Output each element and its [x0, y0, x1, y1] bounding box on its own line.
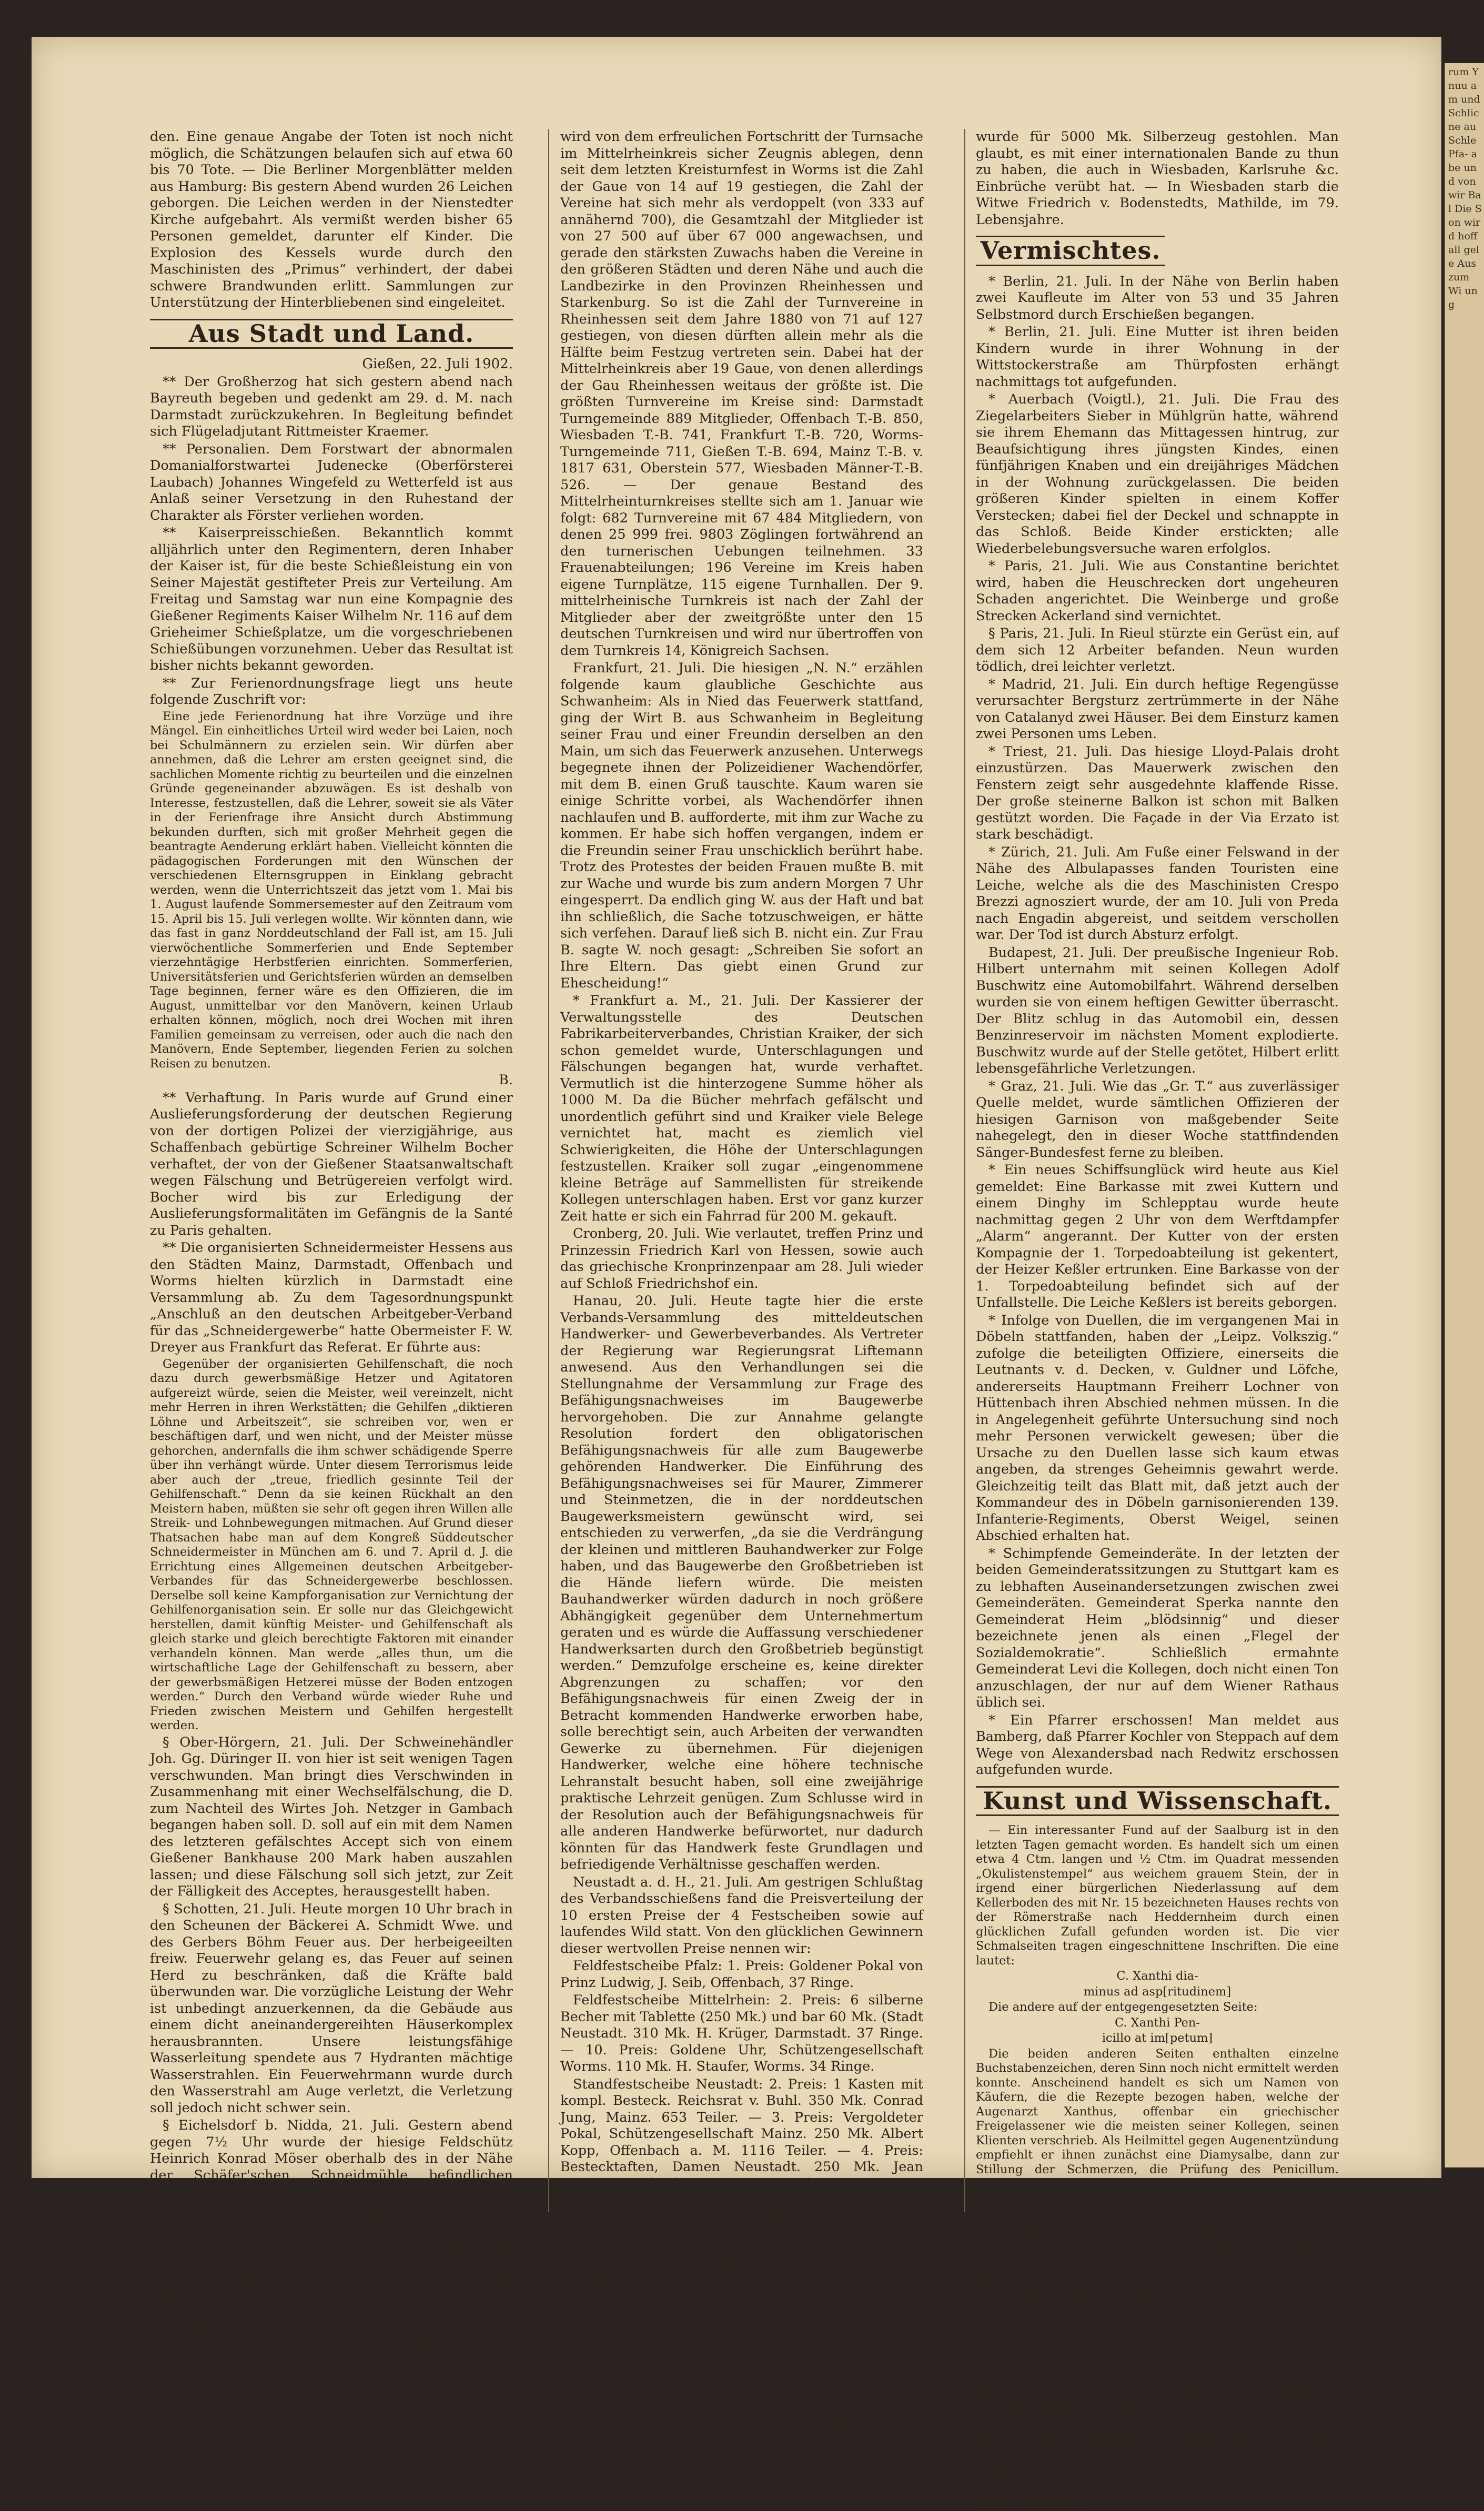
paragraph: ** Personalien. Dem Forstwart der abnormalen Domanialforstwartei Judenecke (Oberförsterei Laubach) Johannes Wingefeld zu Wetterfeld ist aus Anlaß seiner Versetzung in den Ruhestand der Charakter als Förster verliehen worden. [150, 441, 513, 523]
paragraph: * Paris, 21. Juli. Wie aus Constantine berichtet wird, haben die Heuschrecken dort ungeheuren Schaden angerichtet. Die Weinberge und große Strecken Ackerland sind vernichtet. [976, 558, 1339, 624]
paragraph: Jagd-Scheibe (Laufendes Wild): 6. Preis: Etui mit 12 Eßlöffel und Vorlegelöffel. Pfälz. Schützenbund. 110 Mk. Friedrich Perelet, Offenbach. 30 Ringe. — 10. Preis: Silbernes Kaffeeservice, Schützengesellschaft Gießen 70 Mk. Fehr. v. Diemer, Darmstadt. 30 Ringe. [560, 2294, 923, 2393]
paragraph: * Infolge von Duellen, die im vergangenen Mai in Döbeln stattfanden, haben der „Leipz. Volkszig.“ zufolge die beteiligten Offiziere, einerseits die Leutnants v. d. Decken, v. Guldner und Löfche, andererseits Hauptmann Freiherr Lochner von Hüttenbach ihren Abschied nehmen müssen. In die in Angelegenheit geführte Untersuchung sind noch mehr Personen verwickelt gewesen; über die Ursache zu den Duellen lasse sich kaum etwas angeben, da strenges Geheimnis gewahrt werde. Gleichzeitig teilt das Blatt mit, daß jetzt auch der Kommandeur des in Döbeln garnisonierenden 139. Infanterie-Regiments, Oberst Weigel, seinen Abschied erhalten hat. [976, 1312, 1339, 1544]
paragraph: ** Die organisierten Schneidermeister Hessens aus den Städten Mainz, Darmstadt, Offenbach und Worms hielten kürzlich in Darmstadt eine Versammlung ab. Zu dem Tagesordnungspunkt „Anschluß an den deutschen Arbeitgeber-Verband für das „Schneidergewerbe“ hatte Obermeister F. W. Dreyer aus Frankfurt das Referat. Er führte aus: [150, 1240, 513, 1355]
paragraph: Neustadt a. d. H., 21. Juli. Am gestrigen Schlußtag des Verbandsschießens fand die Preisverteilung der 10 ersten Preise der 4 Festscheiben sowie auf laufendes Wild statt. Von den glücklichen Gewinnern dieser wertvollen Preise nennen wir: [560, 1874, 923, 1957]
section-heading-vermischtes: Vermischtes. [976, 236, 1165, 266]
paragraph: Standfestscheibe Neustadt: 2. Preis: 1 Kasten mit kompl. Besteck. Reichsrat v. Buhl. 350 Mk. Conrad Jung, Mainz. 653 Teiler. — 3. Preis: Vergoldeter Pokal, Schützengesellschaft Mainz. 250 Mk. Albert Kopp, Offenbach a. M. 1116 Teiler. — 4. Preis: Bestecktaften, Damen Neustadt. 250 Mk. Jean Sauer, Offenbach a. M. 1282 Teiler. — 5. Preis: Kasten mit silb. Besteck, Schützengesellschaft Landau. 250 Mk. Gustav Bogt, Butzbach. 1322 Teiler. [560, 2076, 923, 2241]
paragraph: § Eichelsdorf b. Nidda, 21. Juli. Gestern abend gegen 7½ Uhr wurde der hiesige Feldschütz Heinrich Konrad Möser oberhalb des in der Nähe der Schäfer'schen Schneidmühle befindlichen Wehres tot in der Nidda liegend aufgefunden. Etwa eine halbe Stunde vorher war Möser noch von einem hiesigen Einwohner gesehen worden, wie er in ziemlich angetrunkenem Zustande einen der Nidda entlang führenden Fußweg ging. Zweifellos ist Möser infolge seiner Trunkenheit vom Wege abgekommen und in das Wasser gefallen, aus dem er sich nicht mehr herausheIfen konnte. [150, 2117, 513, 2316]
paragraph: Hanau, 20. Juli. Heute tagte hier die erste Verbands-Versammlung des mitteldeutschen Handwerker- und Gewerbeverbandes. Als Vertreter der Regierung war Regierungsrat Liftemann anwesend. Aus den Verhandlungen sei die Stellungnahme der Versammlung zur Frage des Befähigungsnachweises im Baugewerbe hervorgehoben. Die zur Annahme gelangte Resolution fordert den obligatorischen Befähigungsnachweis für alle zum Baugewerbe gehörenden Handwerker. Die Einführung des Befähigungsnachweises sei für Maurer, Zimmerer und Steinmetzen, die in der norddeutschen Baugewerksmeistern gewünscht wird, sei entschieden zu verwerfen, „da sie die Verdrängung der kleinen und mittleren Bauhandwerker zur Folge haben, und das Baugewerbe den Großbetrieben ist die Hände liefern würde. Die meisten Bauhandwerker würden dadurch in noch größere Abhängigkeit gegenüber dem Unternehmertum geraten und es würde die Auffassung verschiedener Handwerksarten durch den Großbetrieb begünstigt werden.“ Demzufolge erscheine es, keine direkter Abgrenzungen zu schaffen; vor den Befähigungsnachweis für einen Zweig der in Betracht kommenden Handwerke erworben habe, solle berechtigt sein, auch Arbeiten der verwandten Gewerke zu übernehmen. Für diejenigen Handwerker, welche eine höhere technische Lehranstalt besucht haben, soll eine zweijährige praktische Lehrzeit genügen. Zum Schlusse wird in der Resolution auch der Befähigungsnachweis für alle anderen Handwerke befürwortet, nur dadurch könnten für das Handwerk feste Grundlagen und befriedigende Verhältnisse geschaffen werden. [560, 1293, 923, 1872]
paragraph: § Worms, 21. Juli. Das Mittelrheinische Kreisturnfest, vor allem der große Festzug am 3. August, [150, 2317, 513, 2366]
paragraph: ** Zur Ferienordnungsfrage liegt uns heute folgende Zuschrift vor: [150, 675, 513, 708]
paragraph: § Schotten, 21. Juli. Heute morgen 10 Uhr brach in den Scheunen der Bäckerei A. Schmidt Wwe. und des Gerbers Böhm Feuer aus. Der herbeigeeilten freiw. Feuerwehr gelang es, das Feuer auf seinen Herd zu beschränken, daß die Kräfte bald überwunden war. Die vorzügliche Leistung der Wehr ist unbedingt anzuerkennen, da die Gebäude aus einem dicht aneinandergereihten Häuserkomplex herausbrannten. Unsere leistungsfähige Wasserleitung spendete aus 7 Hydranten mächtige Wasserstrahlen. Ein Feuerwehrmann wurde durch den Wasserstrahl am Auge verletzt, die Verletzung soll jedoch nicht schwer sein. [150, 1901, 513, 2116]
adjacent-page-edge [1444, 63, 1484, 2167]
inscription-line: C. Xanthi dia- [1116, 1969, 1198, 1983]
paragraph: wurde für 5000 Mk. Silberzeug gestohlen. Man glaubt, es mit einer internationalen Bande zu thun zu haben, die auch in Wiesbaden, Karlsruhe &c. Einbrüche verübt hat. — In Wiesbaden starb die Witwe Friedrich v. Bodenstedts, Mathilde, im 79. Lebensjahre. [976, 129, 1339, 228]
paragraph: Die beiden anderen Seiten enthalten einzelne Buchstabenzeichen, deren Sinn noch nicht ermittelt werden konnte. Anscheinend handelt es sich um Namen von Käufern, die die Rezepte bezogen haben, welche der Augenarzt Xanthus, offenbar ein griechischer Freigelassener wie die meisten seiner Kollegen, seinen Klienten verschrieb. Als Heilmittel gegen Augenentzündung empfiehlt er ihnen zunächst eine Diamysalbe, dann zur Stillung der Schmerzen, die Prüfung des Penicillum. Ersteres sowie das Penicillum waren im Altertum sehr beliebt. Jedoch sind die Gelehrten auseinander. Während die eine darin eine Vorschrift zur Anwendung eines Schwammes zu sehen glauben, handelt es sich nach anderer Meinung um einen Pinsel. Diese Ansicht vertritt unter anderen der Franzose Espérandieu, der sämtliche bisher bekannte Okulistenstempel (225) in einem großen Werke behandelt hat, nachdem früher bereits der Heilmittel verschieden. Professor Grotefend in Hannover sich mit der Sache beschäftigt hatte. Bei dieser Gelegenheit sei daran erinnert, daß vor Jahren unweit der jetzigen Fundstätte bereits ein Rezepttiegel des Augenarztes Severus gefunden worden ist. Das Sanitätswesen im römischen Heer thatsächlich thätig waren, ist zu gegebener Zeit besprochen worden. Der neue Fund ist zur Zeit im Saalburgmuseum des Kurhauses zu Homburg mit den entsprechenden Siegelabdrücken zu sehen. — Bei der Saalburg ist man gegenwärtig mit umfangreichen Ausgrabungen beschäftigt, welche die bürgerliche Niederlassung „mit ihren Einrichtungen und der in der üblichen Weise wieder aufgebaut werden, andererseits die porta principalis freizulegen, wobei interessante Reste des alten Kastells mit einem Kasematten [976, 2046, 1339, 2509]
paragraph: den. Eine genaue Angabe der Toten ist noch nicht möglich, die Schätzungen belaufen sich auf etwa 60 bis 70 Tote. — Die Berliner Morgenblätter melden aus Hamburg: Bis gestern Abend wurden 26 Leichen geborgen. Die Leichen werden in der Nienstedter Kirche aufgebahrt. Als vermißt werden bisher 65 Personen gemeldet, darunter elf Kinder. Die Explosion des Kessels wurde durch den Maschinisten des „Primus“ verhindert, der dabei schwere Brandwunden erlitt. Sammlungen zur Unterstützung der Hinterbliebenen sind eingeleitet. [150, 129, 513, 310]
paragraph: Budapest, 21. Juli. Der preußische Ingenieur Rob. Hilbert unternahm mit seinen Kollegen Adolf Buschwitz eine Automobilfahrt. Während derselben wurden sie von einem heftigen Gewitter überrascht. Der Blitz schlug in das Automobil ein, dessen Benzinreservoir im nächsten Moment explodierte. Buschwitz wurde auf der Stelle getötet, Hilbert erlitt lebensgefährliche Verletzungen. [976, 944, 1339, 1076]
paragraph: * Berlin, 21. Juli. In der Nähe von Berlin haben zwei Kaufleute im Alter von 53 und 35 Jahren Selbstmord durch Erschießen begangen. [976, 273, 1339, 322]
paragraph: ** Verhaftung. In Paris wurde auf Grund einer Auslieferungsforderung der deutschen Regierung von der dortigen Polizei der vierzigjährige, aus Schaffenbach gebürtige Schreiner Wilhelm Bocher verhaftet, der von der Gießener Staatsanwaltschaft wegen Fälschung und Betrügereien verfolgt wird. Bocher wird bis zur Erledigung der Auslieferungsformalitäten im Gefängnis de la Santé zu Paris gehalten. [150, 1090, 513, 1238]
paragraph: Standfestscheibe Heidelberg: 1. Preis: Silberner Humpen von dem Großherzog von Baden und bar 200 Mk. Aug. Groh, Mainz. 434 Teiler. [560, 2243, 923, 2292]
paragraph: § Ober-Hörgern, 21. Juli. Der Schweinehändler Joh. Gg. Düringer II. von hier ist seit wenigen Tagen verschwunden. Man bringt dies Verschwinden in Zusammenhang mit einer Wechselfälschung, die D. zum Nachteil des Wirtes Joh. Netzger in Gambach begangen haben soll. D. soll auf ein mit dem Namen des letzteren gefälschtes Accept sich von einem Gießener Bankhause 200 Mark haben auszahlen lassen; und diese Fälschung soll sich jetzt, zur Zeit der Fälligkeit des Acceptes, herausgestellt haben. [150, 1734, 513, 1899]
paragraph: ** Kaiserpreisschießen. Bekanntlich kommt alljährlich unter den Regimentern, deren Inhaber der Kaiser ist, für die beste Schießleistung ein von Seiner Majestät gestifteter Preis zur Verteilung. Am Freitag und Samstag war nun eine Kompagnie des Gießener Regiments Kaiser Wilhelm Nr. 116 auf dem Grieheimer Schießplatze, um die vorgeschriebenen Schießübungen vorzunehmen. Ueber das Resultat ist bisher nichts bekannt geworden. [150, 525, 513, 673]
paragraph: Cronberg, 20. Juli. Wie verlautet, treffen Prinz und Prinzessin Friedrich Karl von Hessen, sowie auch das griechische Kronprinzenpaar am 28. Juli wieder auf Schloß Friedrichshof ein. [560, 1226, 923, 1292]
dateline: Gießen, 22. Juli 1902. [362, 356, 513, 372]
column-rule [548, 129, 549, 2212]
section-heading-aus-stadt-und-land: Aus Stadt und Land. [150, 319, 513, 349]
paragraph: ** Aus Mitteilungen aus Hessen und den Nachbarstaaten. In Mainz sind am Sonntag Nachmittag vier schwere Einbrüche verübt worden. Bei einem [560, 2394, 923, 2460]
paragraph: Die andere auf der entgegengesetzten Seite: [988, 2000, 1258, 2014]
column-3 [976, 129, 1339, 2511]
paragraph: * Auerbach (Voigtl.), 21. Juli. Die Frau des Ziegelarbeiters Sieber in Mühlgrün hatte, während sie ihrem Ehemann das Mittagessen hintrug, zur Beaufsichtigung ihres jüngsten Kindes, einen fünfjährigen Knaben und ein dreijähriges Mädchen in der Wohnung zurückgelassen. Die beiden größeren Kinder spielten in einem Koffer Verstecken; dabei fiel der Deckel und schnappte in das Schloß. Beide Kinder erstickten; alle Wiederbelebungsversuche waren erfolglos. [976, 391, 1339, 557]
letter-text: Eine jede Ferienordnung hat ihre Vorzüge und ihre Mängel. Ein einheitliches Urteil wird weder bei Laien, noch bei Schulmännern zu erzielen sein. Wir dürfen aber annehmen, daß die Lehrer am ersten geeignet sind, die sachlichen Momente richtig zu beurteilen und die einzelnen Gründe gegeneinander abzuwägen. Es ist deshalb von Interesse, festzustellen, daß die Lehrer, soweit sie als Väter in der Ferienfrage ihre Ansicht durch Abstimmung bekunden durften, sich mit großer Mehrheit gegen die beantragte Aenderung erklärt haben. Vielleicht könnten die pädagogischen Forderungen mit den Wünschen der verschiedenen Elternsgruppen in Einklang gebracht werden, wenn die Unterrichtszeit das jetzt vom 1. Mai bis 1. August laufende Sommersemester auf den Zeitraum vom 15. April bis 15. Juli verlegen wollte. Wir könnten dann, wie das fast in ganz Norddeutschland der Fall ist, am 15. Juli vierwöchentliche Sommerferien und Ende September vierzehntägige Herbstferien einrichten. Sommerferien, Universitätsferien und Gerichtsferien würden an demselben Tage beginnen, ferner wäre es den Offizieren, die im August, unmittelbar vor den Manövern, keinen Urlaub erhalten können, möglich, noch drei Wochen mit ihren Familien gemeinsam zu verreisen, oder auch die nach den Manövern, Ende September, liegenden Ferien zu solchen Reisen zu benutzen. [150, 709, 513, 1071]
inscription-line: C. Xanthi Pen- [1114, 2015, 1200, 2030]
paragraph: * Frankfurt a. M., 21. Juli. Der Kassierer der Verwaltungsstelle des Deutschen Fabrikarbeiterverbandes, Christian Kraiker, der sich schon gemeldet wurde, Unterschlagungen und Fälschungen begangen hat, wurde verhaftet. Vermutlich ist die hinterzogene Summe höher als 1000 M. Da die Bücher mehrfach gefälscht und unordentlich geführt sind und Kraiker viele Belege vernichtet hat, macht es ziemlich viel Schwierigkeiten, die Höhe der Unterschlagungen festzustellen. Kraiker soll zugar „eingenommene kleine Beträge auf Sammellisten für streikende Kollegen unterschlagen haben. Erst vor ganz kurzer Zeit hatte er sich ein Fahrrad für 200 M. gekauft. [560, 993, 923, 1224]
paragraph: Feldfestscheibe Pfalz: 1. Preis: Goldener Pokal von Prinz Ludwig, J. Seib, Offenbach, 37 Ringe. [560, 1958, 923, 1991]
paragraph: * Ein Pfarrer erschossen! Man meldet aus Bamberg, daß Pfarrer Kochler von Steppach auf dem Wege von Alexandersbad nach Redwitz erschossen aufgefunden wurde. [976, 1712, 1339, 1778]
inscription-line: icillo at im[petum] [1102, 2031, 1213, 2045]
paragraph: * Madrid, 21. Juli. Ein durch heftige Regengüsse verursachter Bergsturz zertrümmerte in der Nähe von Catalanyd zwei Häuser. Bei dem Einsturz kamen zwei Personen ums Leben. [976, 676, 1339, 742]
paragraph: * Zürich, 21. Juli. Am Fuße einer Felswand in der Nähe des Albulapasses fanden Touristen eine Leiche, welche als die des Maschinisten Crespo Brezzi agnosziert wurde, der am 10. Juli von Preda nach Engadin abgereist, und seitdem verschollen war. Der Tod ist durch Absturz erfolgt. [976, 844, 1339, 943]
paragraph: Gegenüber der organisierten Gehilfenschaft, die noch dazu durch gewerbsmäßige Hetzer und Agitatoren aufgereizt würde, seien die Meister, weil vereinzelt, nicht mehr Herren in ihren Werkstätten; die Gehilfen „diktieren Löhne und Arbeitszeit“, sie schreiben vor, wen er beschäftigen darf, und wen nicht, und der Meister müsse gehorchen, andernfalls die ihm schwer schädigende Sperre über ihn verhängt würde. Unter diesem Terrorismus leide aber auch der „treue, friedlich gesinnte Teil der Gehilfenschaft.“ Denn da sie keinen Rückhalt an den Meistern haben, müßten sie sehr oft gegen ihren Willen alle Streik- und Lohnbewegungen mitmachen. Auf Grund dieser Thatsachen habe man auf dem Kongreß Süddeutscher Schneidermeister in München am 6. und 7. April d. J. die Errichtung eines Allgemeinen deutschen Arbeitgeber-Verbandes für das Schneidergewerbe beschlossen. Derselbe soll keine Kampforganisation zur Vernichtung der Gehilfenorganisation sein. Er solle nur das Gleichgewicht herstellen, damit künftig Meister- und Gehilfenschaft als gleich starke und gleich berechtigte Faktoren mit einander verhandeln können. Man werde „alles thun, um die wirtschaftliche Lage der Gehilfenschaft zu bessern, aber der gewerbsmäßigen Hetzerei müsse der Boden entzogen werden.“ Durch den Verband würde wieder Ruhe und Frieden zwischen Meistern und Gehilfen hergestellt werden. [150, 1357, 513, 1732]
paragraph: * Ein neues Schiffsunglück wird heute aus Kiel gemeldet: Eine Barkasse mit zwei Kuttern und einem Dinghy im Schlepptau wurde heute nachmittag gegen 2 Uhr von dem Werftdampfer „Alarm“ angerannt. Der Kutter von der ersten Kompagnie der 1. Torpedoabteilung ist gekentert, der Heizer Keßler ertrunken. Eine Barkasse von der 1. Torpedoabteilung befindet sich auf der Unfallstelle. Die Leiche Keßlers ist bereits geborgen. [976, 1162, 1339, 1310]
paragraph: * Triest, 21. Juli. Das hiesige Lloyd-Palais droht einzustürzen. Das Mauerwerk zwischen den Fenstern zeigt sehr ausgedehnte klaffende Risse. Der große steinerne Balkon ist schon mit Balken gestützt worden. Die Façade in der Via Erzato ist stark beschädigt. [976, 743, 1339, 842]
column-2 [560, 129, 923, 2462]
paragraph: * Graz, 21. Juli. Wie das „Gr. T.“ aus zuverlässiger Quelle meldet, wurde sämtlichen Offizieren der hiesigen Garnison von maßgebender Seite nahegelegt, den in dieser Woche stattfindenden Sänger-Bundesfest ferne zu bleiben. [976, 1078, 1339, 1161]
section-heading-kunst-und-wissenschaft: Kunst und Wissenschaft. [976, 1786, 1339, 1817]
column-1 [150, 129, 513, 2368]
column-rule [964, 129, 965, 2212]
paragraph: ** Der Großherzog hat sich gestern abend nach Bayreuth begeben und gedenkt am 29. d. M. nach Darmstadt zurückzukehren. In Begleitung befindet sich Flügeladjutant Rittmeister Kraemer. [150, 374, 513, 439]
paragraph: Frankfurt, 21. Juli. Die hiesigen „N. N.“ erzählen folgende kaum glaubliche Geschichte aus Schwanheim: Als in Nied das Feuerwerk stattfand, ging der Wirt B. aus Schwanheim in Begleitung seiner Frau und einer Freundin derselben an den Main, um sich das Feuerwerk anzusehen. Unterwegs begegnete ihnen der Polizeidiener Wachendörfer, mit dem B. einen Gruß tauschte. Kaum waren sie einige Schritte vorbei, als Wachendörfer ihnen nachlaufen und B. aufforderte, mit ihm zur Wache zu kommen. Er habe sich hoffen vergangen, indem er die Freundin seiner Frau unschicklich berührt habe. Trotz des Protestes der beiden Frauen mußte B. mit zur Wache und wurde bis zum andern Morgen 7 Uhr eingesperrt. Da endlich ging W. aus der Haft und bat ihn schließlich, die Sache totzuschweigen, er hätte sich verfehen. Darauf ließ sich B. nicht ein. Zur Frau B. sagte W. noch gesagt: „Schreiben Sie sofort an Ihre Eltern. Das giebt einen Grund zur Ehescheidung!“ [560, 660, 923, 991]
letter-signature: B. [499, 1072, 513, 1088]
inscription-line: minus ad asp[ritudinem] [1083, 1984, 1231, 1999]
paragraph: wird von dem erfreulichen Fortschritt der Turnsache im Mittelrheinkreis sicher Zeugnis ablegen, denn seit dem letzten Kreisturnfest in Worms ist die Zahl der Gaue von 14 auf 19 gestiegen, die Zahl der Vereine hat sich mehr als verdoppelt (von 333 auf annähernd 700), die Gesamtzahl der Mitglieder ist von 27 500 auf über 67 000 angewachsen, und gerade den stärksten Zuwachs haben die Vereine in den größeren Städten und deren Nähe und auch die Landbezirke in den Provinzen Rheinhessen und Starkenburg. So ist die Zahl der Turnvereine in Rheinhessen seit dem Jahre 1880 von 71 auf 127 gestiegen, von diesen dürften allein mehr als die Hälfte beim Festzug vertreten sein. Dabei hat der Mittelrheinkreis aber 19 Gaue, von denen allerdings der Gau Rheinhessen weitaus der größte ist. Die größten Turnvereine im Kreise sind: Darmstadt Turngemeinde 889 Mitglieder, Offenbach T.-B. 850, Wiesbaden T.-B. 741, Frankfurt T.-B. 720, Worms-Turngemeinde 711, Gießen T.-B. 694, Mainz T.-B. v. 1817 631, Oberstein 577, Wiesbaden Männer-T.-B. 526. — Der genaue Bestand des Mittelrheinturnkreises stellte sich am 1. Januar wie folgt: 682 Turnvereine mit 67 484 Mitgliedern, von denen 25 999 frei. 9803 Zöglingen fortwährend an den turnerischen Uebungen teilnehmen. 33 Frauenabteilungen; 196 Vereine im Kreis haben eigene Turnplätze, 115 eigene Turnhallen. Der 9. mittelrheinische Turnkreis ist nach der Zahl der Mitglieder aber der zweitgrößte unter den 15 deutschen Turnkreisen und wird nur übertroffen von dem Turnkreis 14, Königreich Sachsen. [560, 129, 923, 659]
paragraph: — Ein interessanter Fund auf der Saalburg ist in den letzten Tagen gemacht worden. Es handelt sich um einen etwa 4 Ctm. langen und ½ Ctm. im Quadrat messenden „Okulistenstempel“ aus weichem grauem Stein, der in irgend einer bürgerlichen Niederlassung auf dem Kellerboden des mit Nr. 15 bezeichneten Hauses rechts von der Römerstraße nach Heddernheim durch einen glücklichen Zufall gefunden worden ist. Die vier Schmalseiten tragen eingeschnittene Inschriften. Die eine lautet: [976, 1823, 1339, 1968]
newspaper-page [32, 37, 1441, 2509]
adjacent-page-text: rum Y nuu am und Schlic ne au Schle Pfa- abe und von wir Bal Die Son wird hoff all gele Aus zum Wi ung [1448, 66, 1482, 310]
paragraph: * Berlin, 21. Juli. Eine Mutter ist ihren beiden Kindern wurde in ihrer Wohnung in der Wittstockerstraße am Thürpfosten erhängt nachmittags tot aufgefunden. [976, 324, 1339, 390]
paragraph: § Paris, 21. Juli. In Rieul stürzte ein Gerüst ein, auf dem sich 12 Arbeiter befanden. Neun wurden tödlich, drei leichter verletzt. [976, 626, 1339, 674]
paragraph: * Schimpfende Gemeinderäte. In der letzten der beiden Gemeinderatssitzungen zu Stuttgart kam es zu lebhaften Auseinandersetzungen zwischen zwei Gemeinderäten. Gemeinderat Sperka nannte den Gemeinderat Heim „blödsinnig“ und dieser bezeichnete jenen als einen „Flegel der Sozialdemokratie“. Schließlich ermahnte Gemeinderat Levi die Kollegen, doch nicht einen Ton anzuschlagen, der nur auf dem Wiener Rathaus üblich sei. [976, 1545, 1339, 1710]
paragraph: Feldfestscheibe Mittelrhein: 2. Preis: 6 silberne Becher mit Tablette (250 Mk.) und bar 60 Mk. (Stadt Neustadt. 310 Mk. H. Krüger, Darmstadt. 37 Ringe. — 10. Preis: Goldene Uhr, Schützengesellschaft Worms. 110 Mk. H. Staufer, Worms. 34 Ringe. [560, 1992, 923, 2074]
